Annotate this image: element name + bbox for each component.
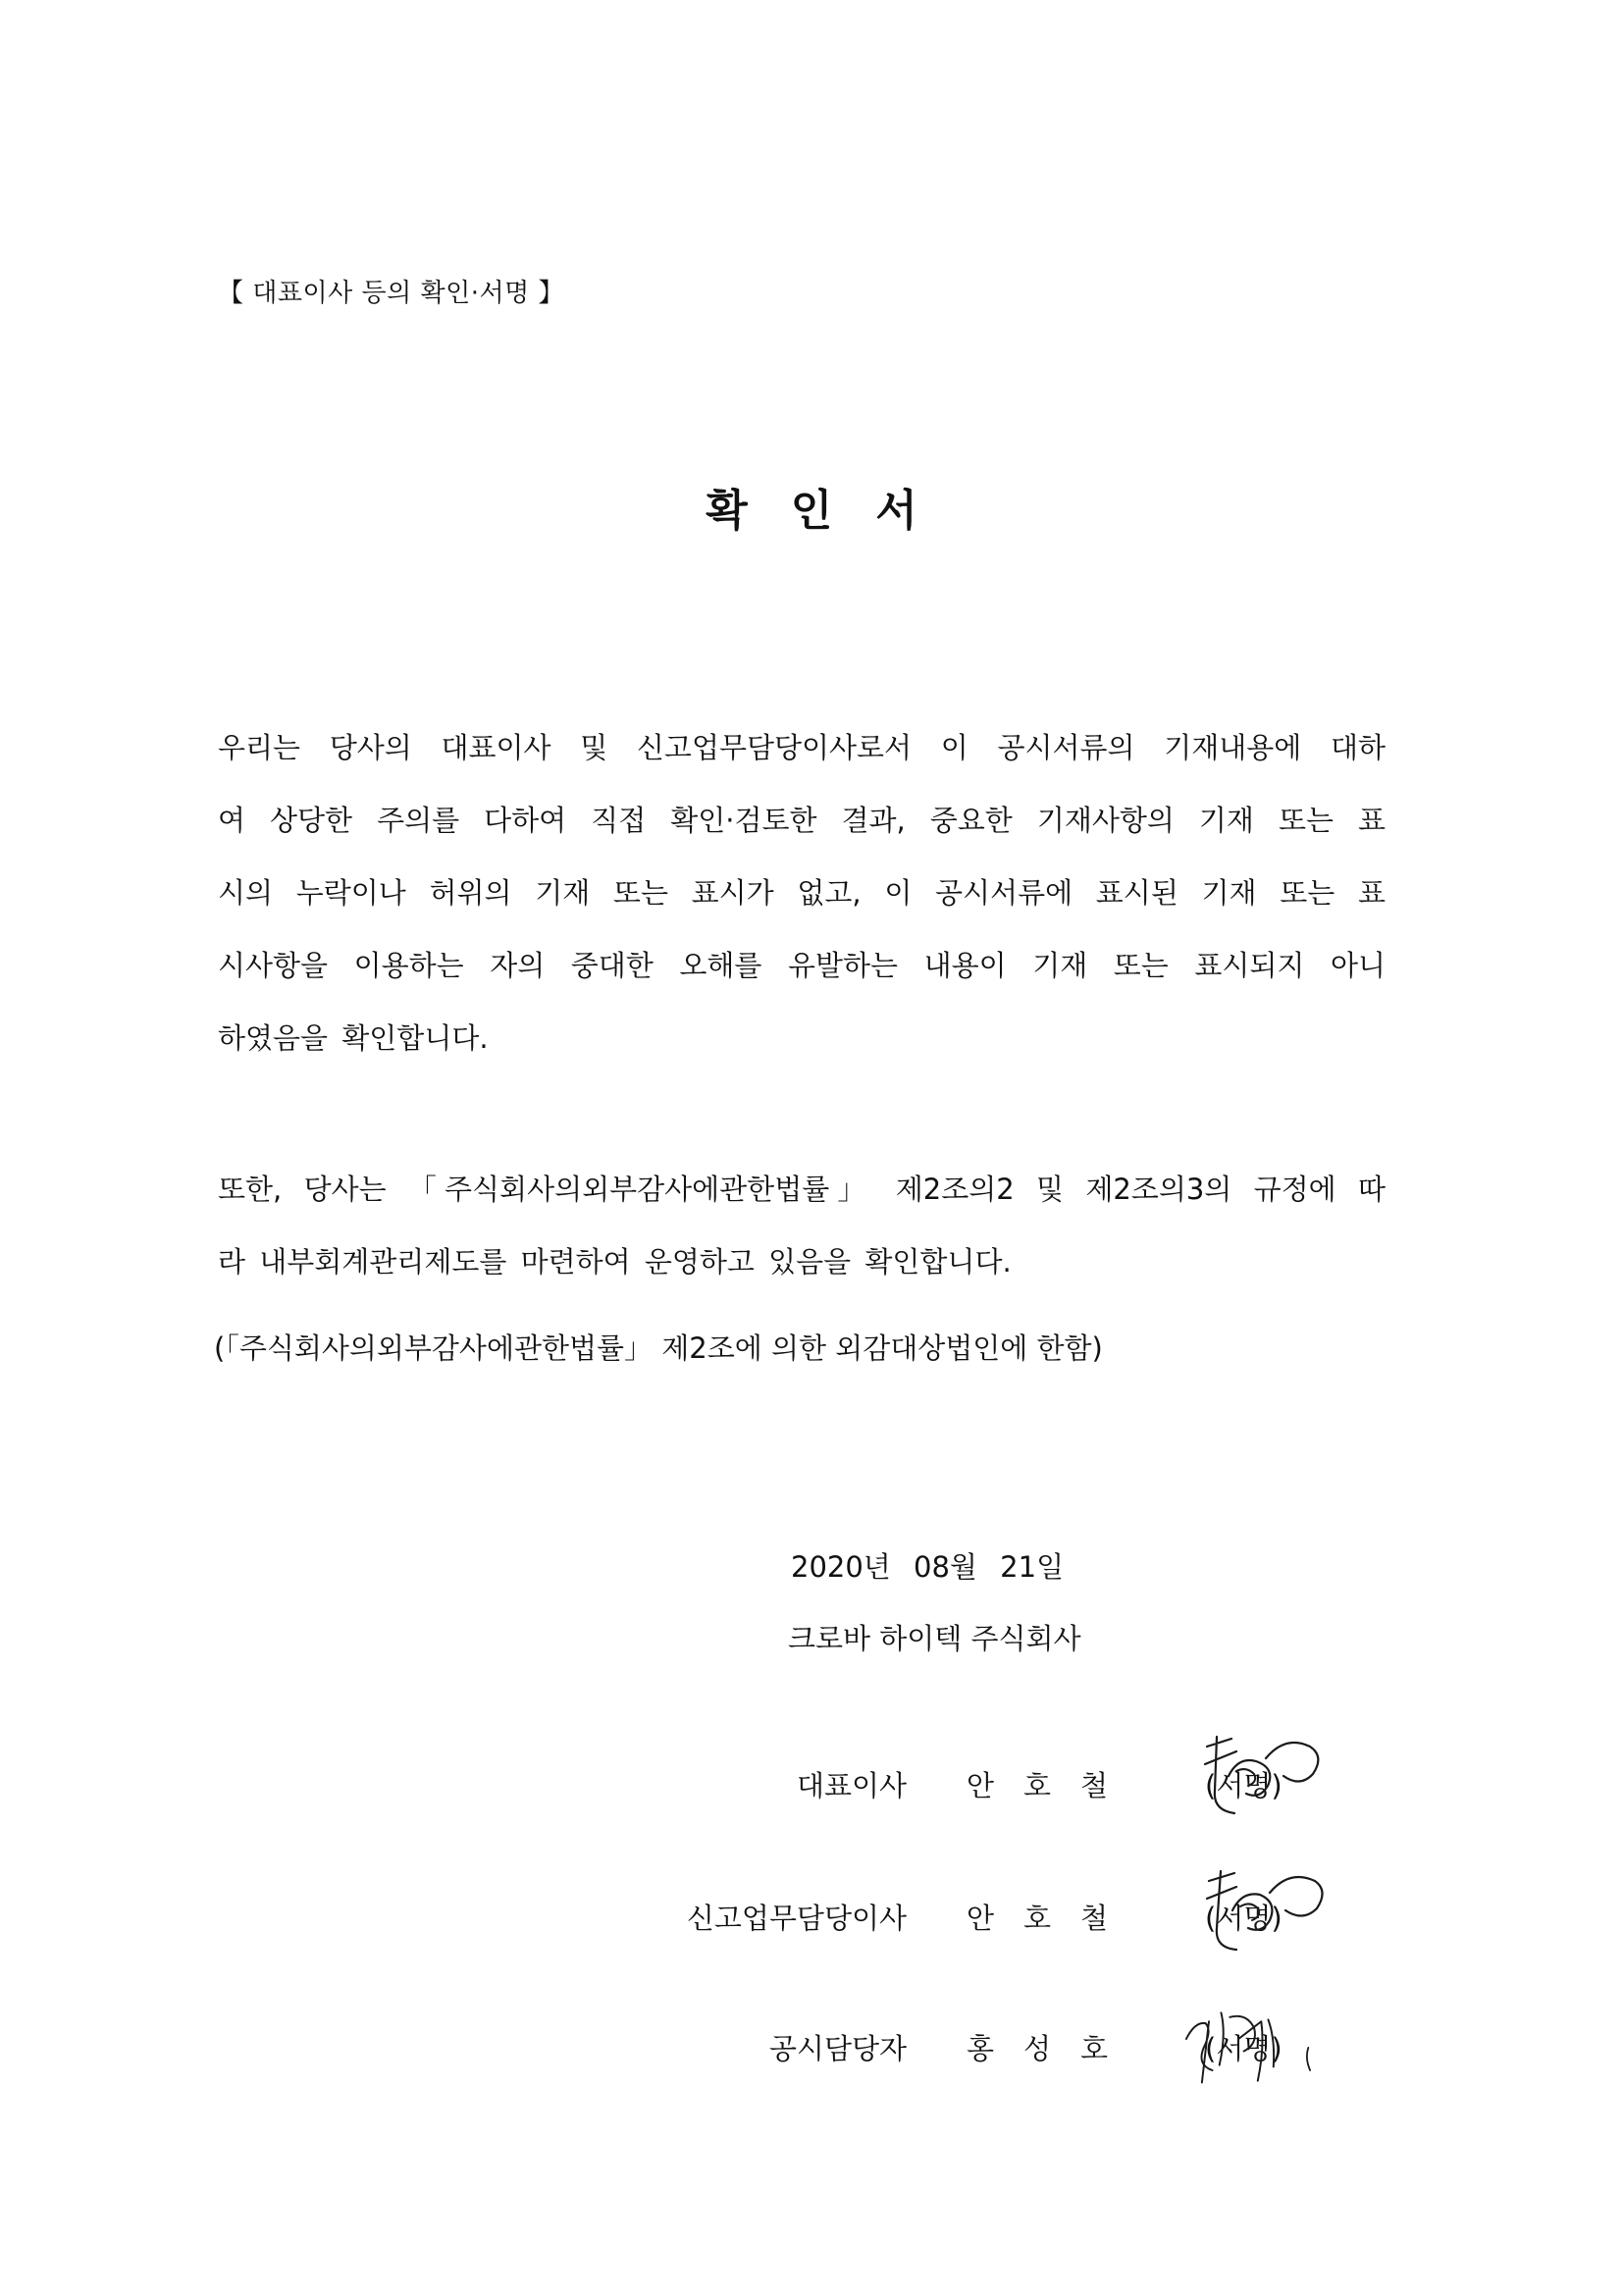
company-name: 크로바 하이텍 주식회사 bbox=[788, 1622, 1081, 1655]
signature-label: (서명) bbox=[1205, 2032, 1283, 2065]
handwritten-signature bbox=[1178, 1850, 1335, 1967]
handwritten-signature bbox=[1178, 1980, 1335, 2098]
paragraph-line: 여 상당한 주의를 다하여 직접 확인·검토한 결과, 중요한 기재사항의 기재 또는 표 bbox=[218, 804, 1386, 837]
document-header-label: 【 대표이사 등의 확인·서명 】 bbox=[218, 279, 564, 308]
paragraph-line: 시사항을 이용하는 자의 중대한 오해를 유발하는 내용이 기재 또는 표시되지 아니 bbox=[218, 949, 1386, 982]
signatory-name: 홍성호 bbox=[967, 2032, 1138, 2065]
signatory-row-disclosure-officer bbox=[0, 2019, 1623, 2078]
signatory-row-ceo bbox=[0, 1756, 1623, 1815]
signatory-role: 공시담당자 bbox=[768, 2032, 907, 2065]
signatory-row-disclosure-director bbox=[0, 1889, 1623, 1948]
paragraph-line: 하였음을 확인합니다. bbox=[218, 1021, 489, 1055]
signatory-name: 안호철 bbox=[967, 1902, 1138, 1935]
paragraph-line: 라 내부회계관리제도를 마련하여 운영하고 있음을 확인합니다. bbox=[218, 1245, 1012, 1278]
handwritten-signature bbox=[1178, 1717, 1335, 1835]
document-date: 2020년 08월 21일 bbox=[791, 1550, 1065, 1584]
signature-label: (서명) bbox=[1205, 1769, 1283, 1802]
signature-label: (서명) bbox=[1205, 1902, 1283, 1935]
signatory-role: 대표이사 bbox=[796, 1769, 907, 1802]
document-title: 확인서 bbox=[706, 486, 961, 536]
applicability-note: (「주식회사의외부감사에관한법률」 제2조에 의한 외감대상법인에 한함) bbox=[214, 1331, 1103, 1365]
paragraph-line: 또한, 당사는 「주식회사의외부감사에관한법률」 제2조의2 및 제2조의3의 규정에 따 bbox=[218, 1173, 1386, 1206]
confirmation-paragraph bbox=[218, 711, 1386, 1074]
paragraph-line: 우리는 당사의 대표이사 및 신고업무담당이사로서 이 공시서류의 기재내용에 대하 bbox=[218, 731, 1386, 764]
signatory-role: 신고업무담당이사 bbox=[686, 1902, 907, 1935]
internal-control-paragraph bbox=[218, 1153, 1386, 1298]
signatory-name: 안호철 bbox=[967, 1769, 1138, 1802]
paragraph-line: 시의 누락이나 허위의 기재 또는 표시가 없고, 이 공시서류에 표시된 기재 또는 표 bbox=[218, 876, 1386, 910]
